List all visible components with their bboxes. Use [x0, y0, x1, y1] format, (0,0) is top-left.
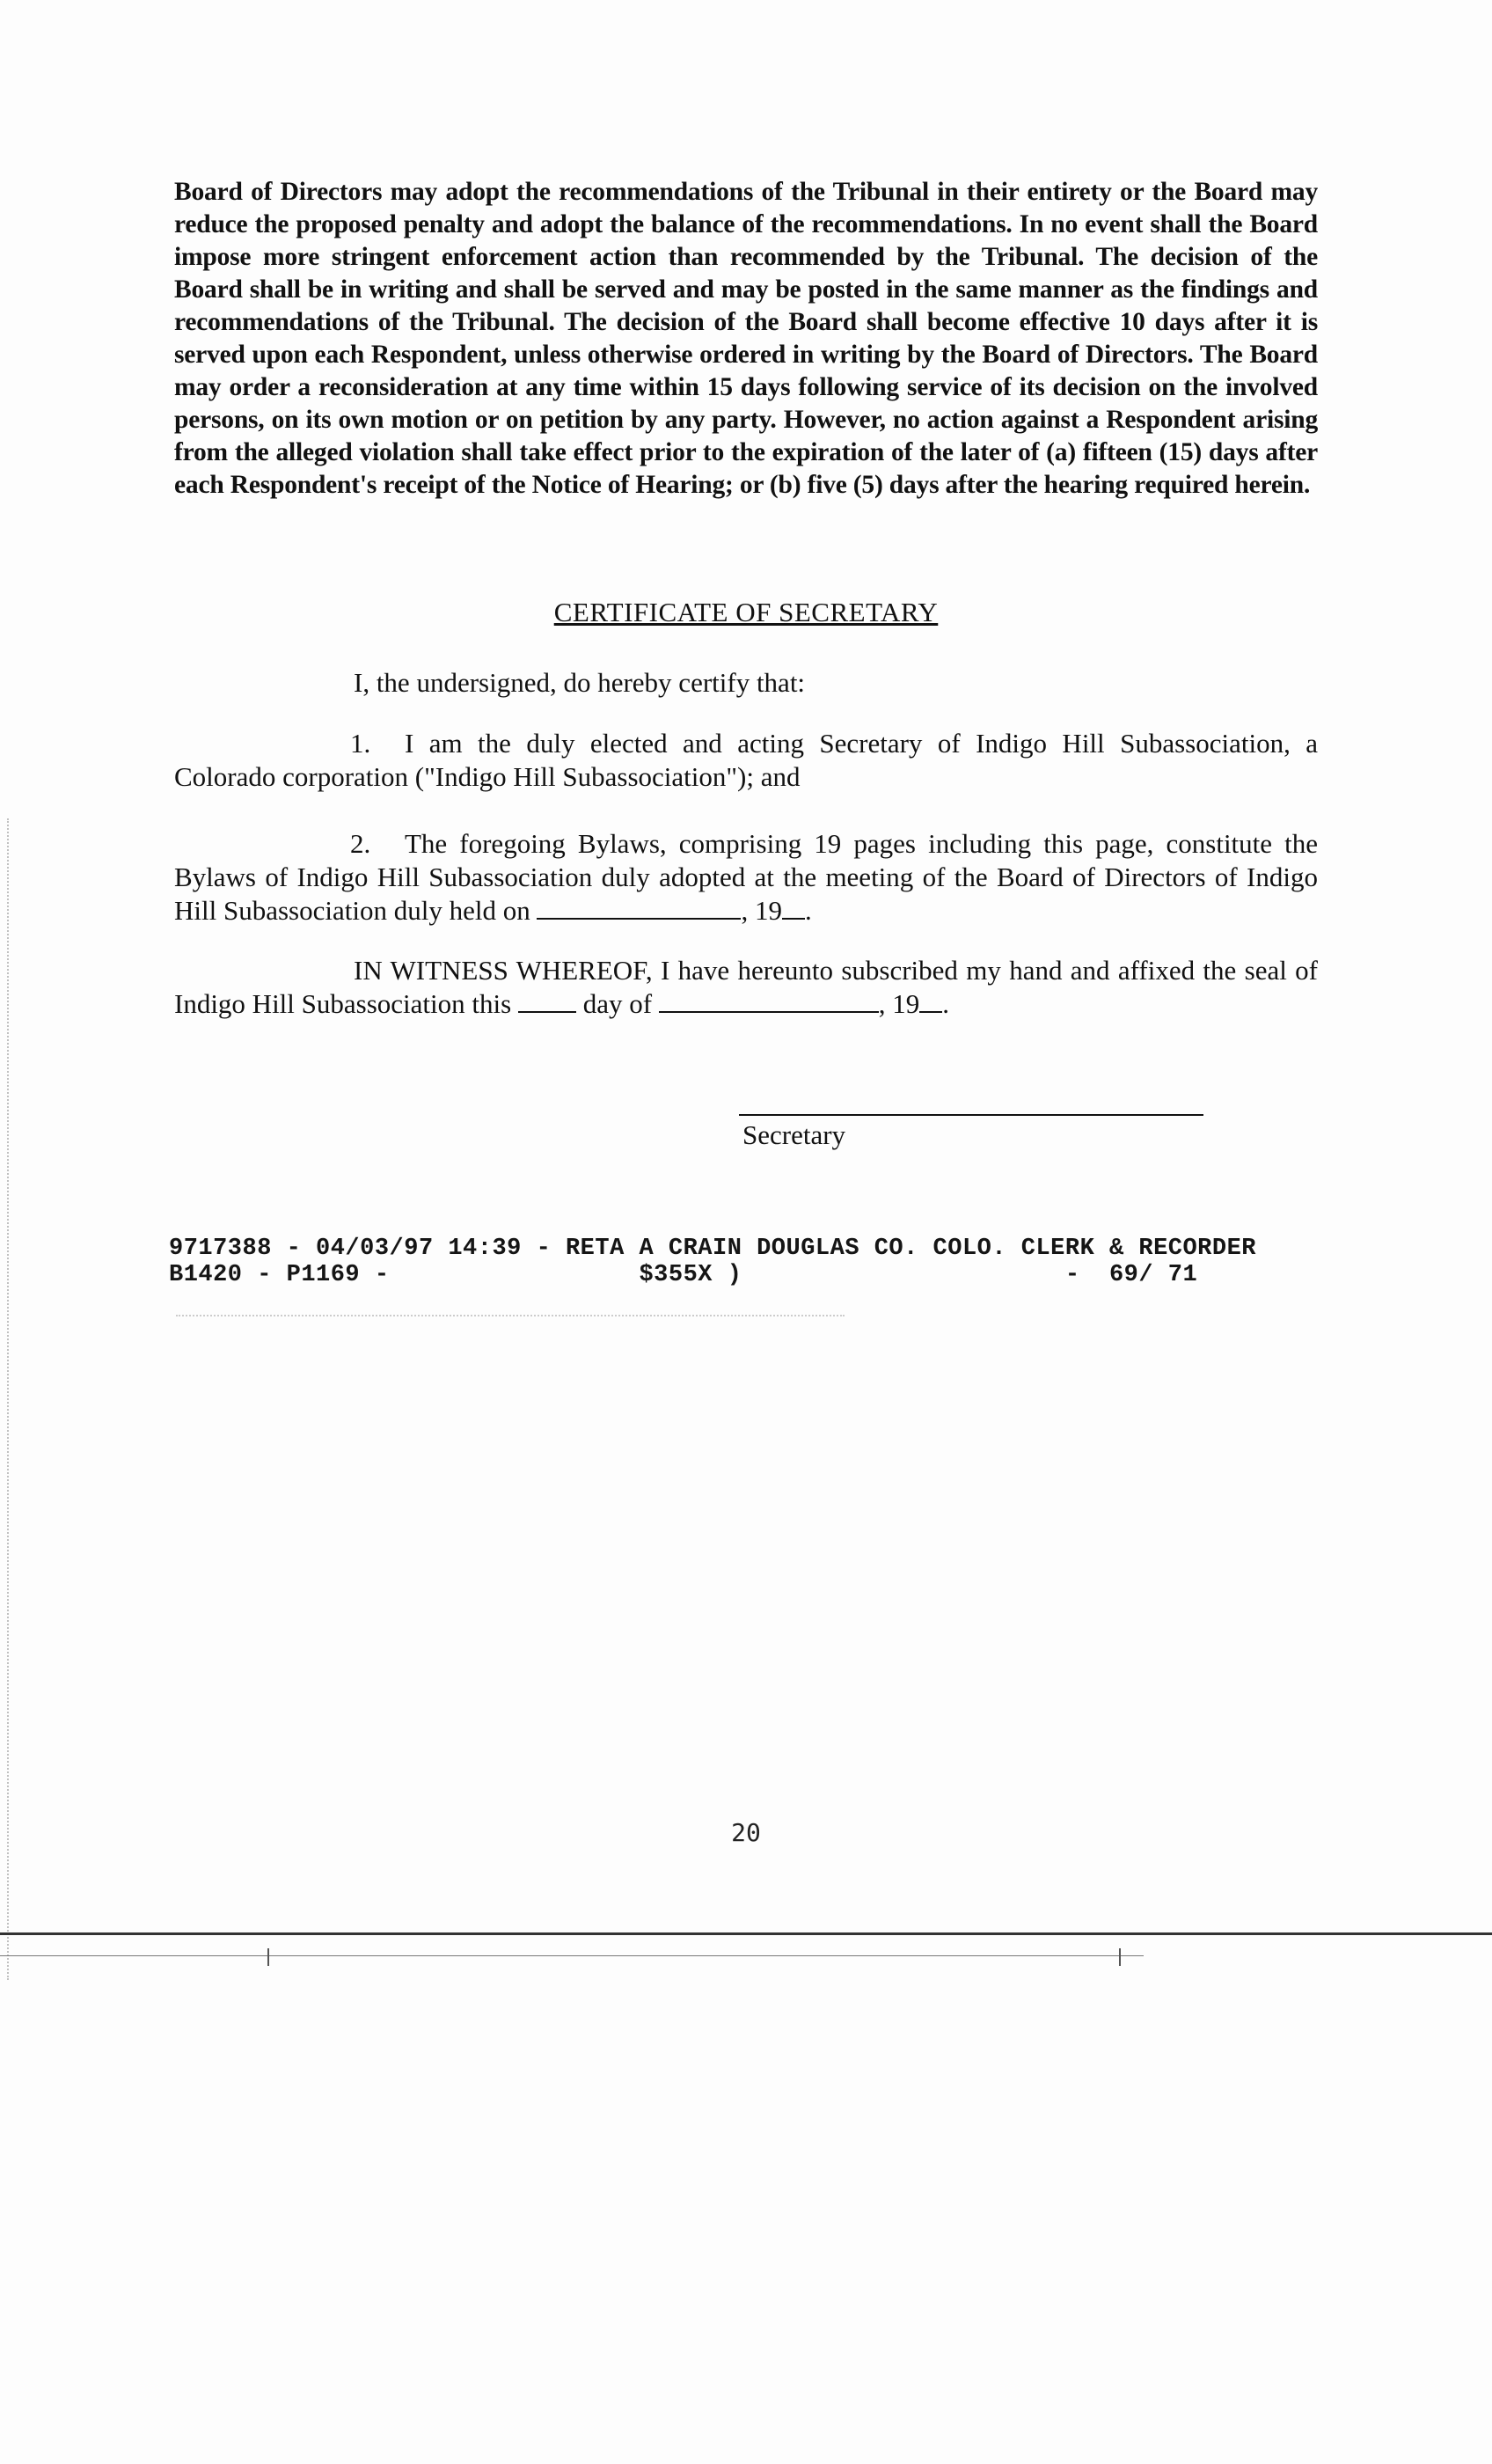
certificate-item-1 [174, 727, 1318, 794]
item-1-text: I am the duly elected and acting Secretary of Indigo Hill Subassociation, a Colorado corporation ("Indigo Hill Subassociation"); and [174, 728, 1318, 792]
signature-line[interactable] [739, 1114, 1203, 1116]
witness-month-blank[interactable] [659, 988, 879, 1013]
meeting-year-blank[interactable] [782, 895, 805, 920]
item-2-number: 2. [350, 828, 371, 859]
witness-text: IN WITNESS WHEREOF, I have hereunto subscribed my hand and affixed the seal of Indigo Hill Subassociation this [174, 955, 1318, 1019]
witness-day-blank[interactable] [518, 988, 576, 1013]
item-2-year-prefix: , 19 [741, 895, 782, 926]
witness-day-of: day of [582, 988, 653, 1019]
scan-tick-mark [1119, 1948, 1121, 1966]
bottom-scan-rule-secondary [0, 1955, 1144, 1956]
witness-period: . [942, 988, 950, 1019]
bottom-scan-rule [0, 1932, 1492, 1935]
certificate-item-2 [174, 827, 1318, 928]
scan-edge-artifact [7, 818, 11, 1980]
item-1-number: 1. [350, 728, 371, 759]
item-2-text: The foregoing Bylaws, comprising 19 pages including this page, constitute the Bylaws of Indigo Hill Subassociation duly adopted at the meeting of the Board of Directors of Indigo Hill Subassociation duly held on [174, 828, 1318, 926]
page-number: 20 [731, 1818, 761, 1847]
signature-label: Secretary [742, 1119, 846, 1150]
stamp-dotted-rule [176, 1315, 845, 1316]
witness-year-prefix: , 19 [878, 988, 920, 1019]
bylaws-closing-paragraph: Board of Directors may adopt the recommendations of the Tribunal in their entirety or the Board may reduce the proposed penalty and adopt the balance of the recommendations. In no event shall the Board impose more stringent enforcement action than recommended by the Tribunal. The decision of the Board shall be in writing and shall be served and may be posted in the same manner as the findings and recommendations of the Tribunal. The decision of the Board shall become effective 10 days after it is served upon each Respondent, unless otherwise ordered in writing by the Board of Directors. The Board may order a reconsideration at any time within 15 days following service of its decision on the involved persons, on its own motion or on petition by any party. However, no action against a Respondent arising from the alleged violation shall take effect prior to the expiration of the later of (a) fifteen (15) days after each Respondent's receipt of the Notice of Hearing; or (b) five (5) days after the hearing required herein. [174, 178, 1318, 499]
certificate-intro: I, the undersigned, do hereby certify that: [354, 667, 806, 698]
certificate-heading: CERTIFICATE OF SECRETARY [553, 597, 939, 627]
witness-clause [174, 954, 1318, 1021]
meeting-date-blank[interactable] [537, 895, 741, 920]
recording-stamp-line-1: 9717388 - 04/03/97 14:39 - RETA A CRAIN DOUGLAS CO. COLO. CLERK & RECORDER [169, 1236, 1256, 1262]
witness-year-blank[interactable] [919, 988, 942, 1013]
recording-stamp-line-2: B1420 - P1169 - $355X ) - 69/ 71 [169, 1262, 1198, 1288]
item-2-period: . [804, 895, 812, 926]
scan-tick-mark [267, 1948, 269, 1966]
